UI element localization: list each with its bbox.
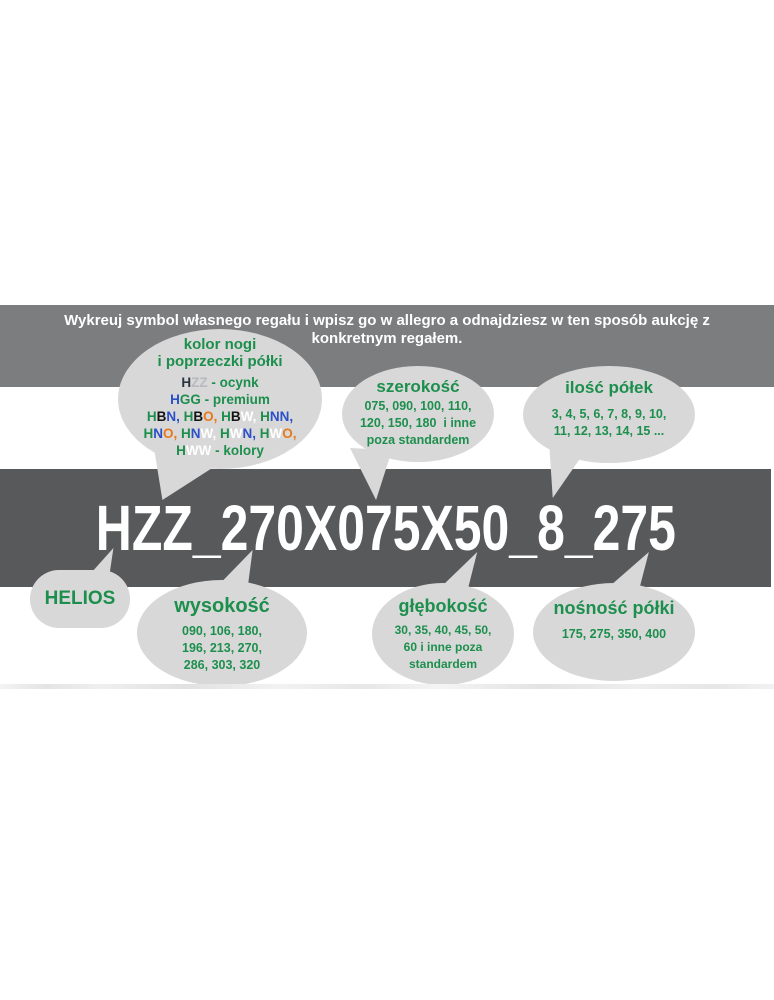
speech-bubble-width — [342, 366, 494, 462]
load-values-line: 175, 275, 350, 400 — [561, 627, 667, 641]
shelves-values-line: 11, 12, 13, 14, 15 ... — [553, 424, 665, 438]
width-values-line: 075, 090, 100, 110, — [364, 399, 472, 413]
instruction-line-2: konkretnym regałem. — [311, 330, 463, 347]
height-bubble-title: wysokość — [174, 595, 270, 617]
color-code-line-ocynk: HZZ - ocynk — [181, 375, 259, 390]
height-values-line: 286, 303, 320 — [183, 658, 261, 672]
color-code-line-4: HNO, HNW, HWN, HWO, — [143, 426, 297, 441]
speech-bubble-shelf-count — [523, 366, 695, 463]
width-values-line: 120, 150, 180 i inne — [359, 416, 477, 430]
width-values-line: poza standardem — [366, 433, 470, 447]
color-bubble-title-line1: kolor nogi — [183, 336, 257, 353]
width-bubble-title: szerokość — [376, 377, 460, 396]
speech-bubble-height — [137, 580, 307, 686]
brand-label: HELIOS — [44, 588, 116, 609]
color-code-line-premium: HGG - premium — [170, 392, 270, 407]
product-code: HZZ_270X075X50_8_275 — [95, 492, 676, 564]
speech-bubble-depth — [372, 583, 514, 685]
depth-values-line: standardem — [408, 657, 478, 671]
shelves-bubble-title: ilość półek — [565, 378, 653, 397]
instruction-line-1: Wykreuj symbol własnego regału i wpisz go w allegro a odnajdziesz w ten sposób aukcję z — [64, 312, 710, 329]
product-code-band — [0, 469, 771, 587]
bottom-divider-strip — [0, 684, 774, 689]
load-bubble-title: nośność półki — [553, 598, 675, 618]
height-values-line: 196, 213, 270, — [182, 641, 262, 655]
depth-values-line: 60 i inne poza — [403, 640, 483, 654]
height-values-line: 090, 106, 180, — [182, 624, 262, 638]
speech-bubble-color-legend — [118, 329, 322, 469]
speech-bubble-brand — [30, 570, 130, 628]
shelves-values-line: 3, 4, 5, 6, 7, 8, 9, 10, — [551, 407, 667, 421]
color-bubble-title-line2: i poprzeczki półki — [157, 353, 283, 370]
color-code-list — [118, 374, 322, 459]
depth-bubble-title: głębokość — [398, 596, 488, 616]
color-code-line-kolory: HWW - kolory — [176, 443, 264, 458]
depth-values-line: 30, 35, 40, 45, 50, — [394, 623, 492, 637]
color-code-line-3: HBN, HBO, HBW, HNN, — [146, 409, 294, 424]
speech-bubble-shelf-load — [533, 583, 695, 681]
